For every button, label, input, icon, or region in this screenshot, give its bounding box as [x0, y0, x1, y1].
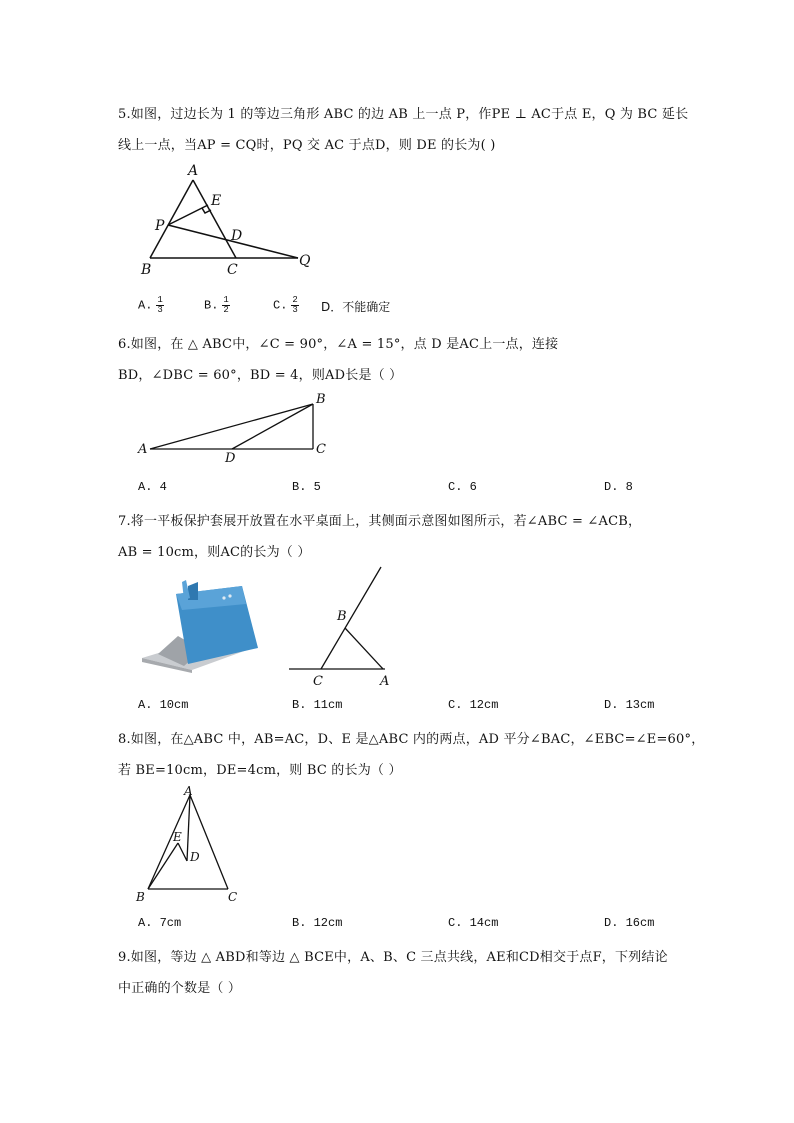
q6-option-a: A. 4: [138, 480, 167, 494]
q8-option-d: D. 16cm: [604, 916, 655, 930]
q5-label-a: A: [188, 163, 199, 179]
q7-option-d: D. 13cm: [604, 698, 655, 712]
q8-option-b: B. 12cm: [292, 916, 343, 930]
q8-label-a: A: [184, 784, 193, 798]
q7-label-a: A: [380, 674, 390, 689]
q6-option-d: D. 8: [604, 480, 633, 494]
q5-label-b: B: [141, 262, 152, 278]
q7-figure: [285, 565, 400, 695]
q8-label-e: E: [173, 830, 182, 844]
q7-option-a: A. 10cm: [138, 698, 189, 712]
q9-text-line1: 9.如图，等边 △ ABD和等边 △ BCE中，A、B、C 三点共线，AE和CD相交于点F，下列结论: [118, 950, 668, 965]
q5-figure: [135, 160, 325, 280]
q5-label-d: D: [231, 228, 243, 244]
q7-option-b: B. 11cm: [292, 698, 343, 712]
q6-option-b: B. 5: [292, 480, 321, 494]
q7-text-line2: AB = 10cm，则AC的长为（ ）: [118, 545, 311, 560]
q8-label-d: D: [190, 850, 200, 864]
q6-label-c: C: [316, 442, 326, 457]
q7-text-line1: 7.将一平板保护套展开放置在水平桌面上，其侧面示意图如图所示，若∠ABC = ∠ACB，: [118, 514, 642, 529]
q6-label-d: D: [225, 451, 236, 465]
q5-text-line1: 5.如图，过边长为 1 的等边三角形 ABC 的边 AB 上一点 P，作PE ⊥ AC于点 E，Q 为 BC 延长: [118, 107, 689, 122]
q5-label-q: Q: [299, 253, 311, 269]
q8-option-a: A. 7cm: [138, 916, 182, 930]
q6-option-c: C. 6: [448, 480, 477, 494]
q5-option-d: D．不能确定: [321, 300, 391, 314]
q5-option-b: B. $\frac{1}{2}$: [204, 295, 229, 315]
q8-label-c: C: [228, 890, 238, 904]
tablet-case-photo: [138, 578, 268, 673]
q8-text-line1: 8.如图，在△ABC 中，AB=AC，D、E 是△ABC 内的两点，AD 平分∠BAC，∠EBC=∠E=60°，: [118, 732, 705, 747]
q6-label-a: A: [138, 442, 148, 457]
q6-figure: [135, 390, 335, 465]
q9-text-line2: 中正确的个数是（ ）: [118, 981, 242, 996]
q6-text-line1: 6.如图，在 △ ABC中，∠C = 90°，∠A = 15°，点 D 是AC上一点，连接: [118, 337, 559, 352]
q5-option-c: C. $\frac{2}{3}$: [273, 295, 298, 315]
q6-text-line2: BD，∠DBC = 60°，BD = 4，则AD长是（ ）: [118, 368, 403, 383]
q8-option-c: C. 14cm: [448, 916, 499, 930]
q8-label-b: B: [136, 890, 145, 904]
q5-text-line2: 线上一点，当AP = CQ时，PQ 交 AC 于点D，则 DE 的长为( ): [118, 138, 496, 153]
q8-figure: [132, 783, 247, 908]
q5-label-p: P: [155, 218, 165, 234]
q5-label-c: C: [227, 262, 238, 278]
q7-label-b: B: [337, 609, 347, 624]
q5-option-a: A. $\frac{1}{3}$: [138, 295, 163, 315]
q5-label-e: E: [211, 193, 222, 209]
q8-text-line2: 若 BE=10cm，DE=4cm，则 BC 的长为（ ）: [118, 763, 402, 778]
q7-option-c: C. 12cm: [448, 698, 499, 712]
q7-label-c: C: [313, 674, 323, 689]
q6-label-b: B: [316, 392, 326, 407]
